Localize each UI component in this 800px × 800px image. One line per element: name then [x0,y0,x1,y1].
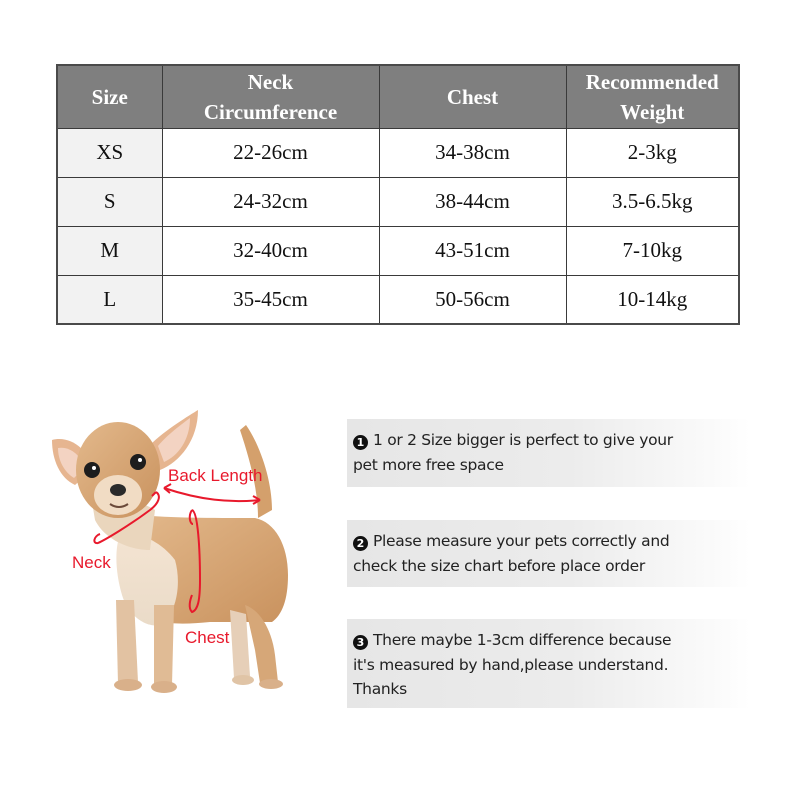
neck-cell: 35-45cm [162,275,379,324]
chest-cell: 34-38cm [379,128,566,177]
chihuahua-dog-icon [50,400,310,700]
number-1-icon: 1 [353,435,368,450]
note-1-text-1: 1 or 2 Size bigger is perfect to give your [373,431,673,449]
note-3 [347,619,750,708]
size-cell: L [57,275,162,324]
note-1 [347,419,750,487]
header-neck-line1: Neck [247,69,294,94]
size-chart-table [56,64,740,325]
weight-cell: 2-3kg [566,128,739,177]
header-neck-circumference [162,65,379,128]
neck-label: Neck [72,553,111,572]
table-header-row [57,65,739,128]
header-weight-line2: Weight [620,99,685,124]
header-neck-line2: Circumference [203,99,338,124]
table-row [57,275,739,324]
chest-cell: 50-56cm [379,275,566,324]
neck-cell: 32-40cm [162,226,379,275]
note-2-text-1: Please measure your pets correctly and [373,532,670,550]
note-2-line-2: check the size chart before place order [353,556,645,575]
chest-cell: 38-44cm [379,177,566,226]
size-cell: S [57,177,162,226]
weight-cell: 3.5-6.5kg [566,177,739,226]
back-length-label: Back Length [168,466,263,485]
weight-cell: 7-10kg [566,226,739,275]
dog-measurement-illustration [50,400,310,700]
header-chest: Chest [379,65,566,128]
chest-label: Chest [185,628,230,647]
size-cell: XS [57,128,162,177]
note-2 [347,520,750,587]
note-1-line-1 [353,428,744,453]
table-row [57,128,739,177]
size-cell: M [57,226,162,275]
table-row [57,177,739,226]
number-2-icon: 2 [353,536,368,551]
neck-cell: 22-26cm [162,128,379,177]
header-size: Size [57,65,162,128]
note-1-line-2: pet more free space [353,455,504,474]
note-3-text-1: There maybe 1-3cm difference because [373,631,672,649]
weight-cell: 10-14kg [566,275,739,324]
header-recommended-weight [566,65,739,128]
note-3-line-3: Thanks [353,680,407,698]
header-weight-line1: Recommended [585,69,719,94]
note-3-line-1 [353,628,744,653]
table-row [57,226,739,275]
number-3-icon: 3 [353,635,368,650]
note-2-line-1 [353,529,744,554]
note-3-line-2: it's measured by hand,please understand. [353,655,669,674]
chest-cell: 43-51cm [379,226,566,275]
neck-cell: 24-32cm [162,177,379,226]
